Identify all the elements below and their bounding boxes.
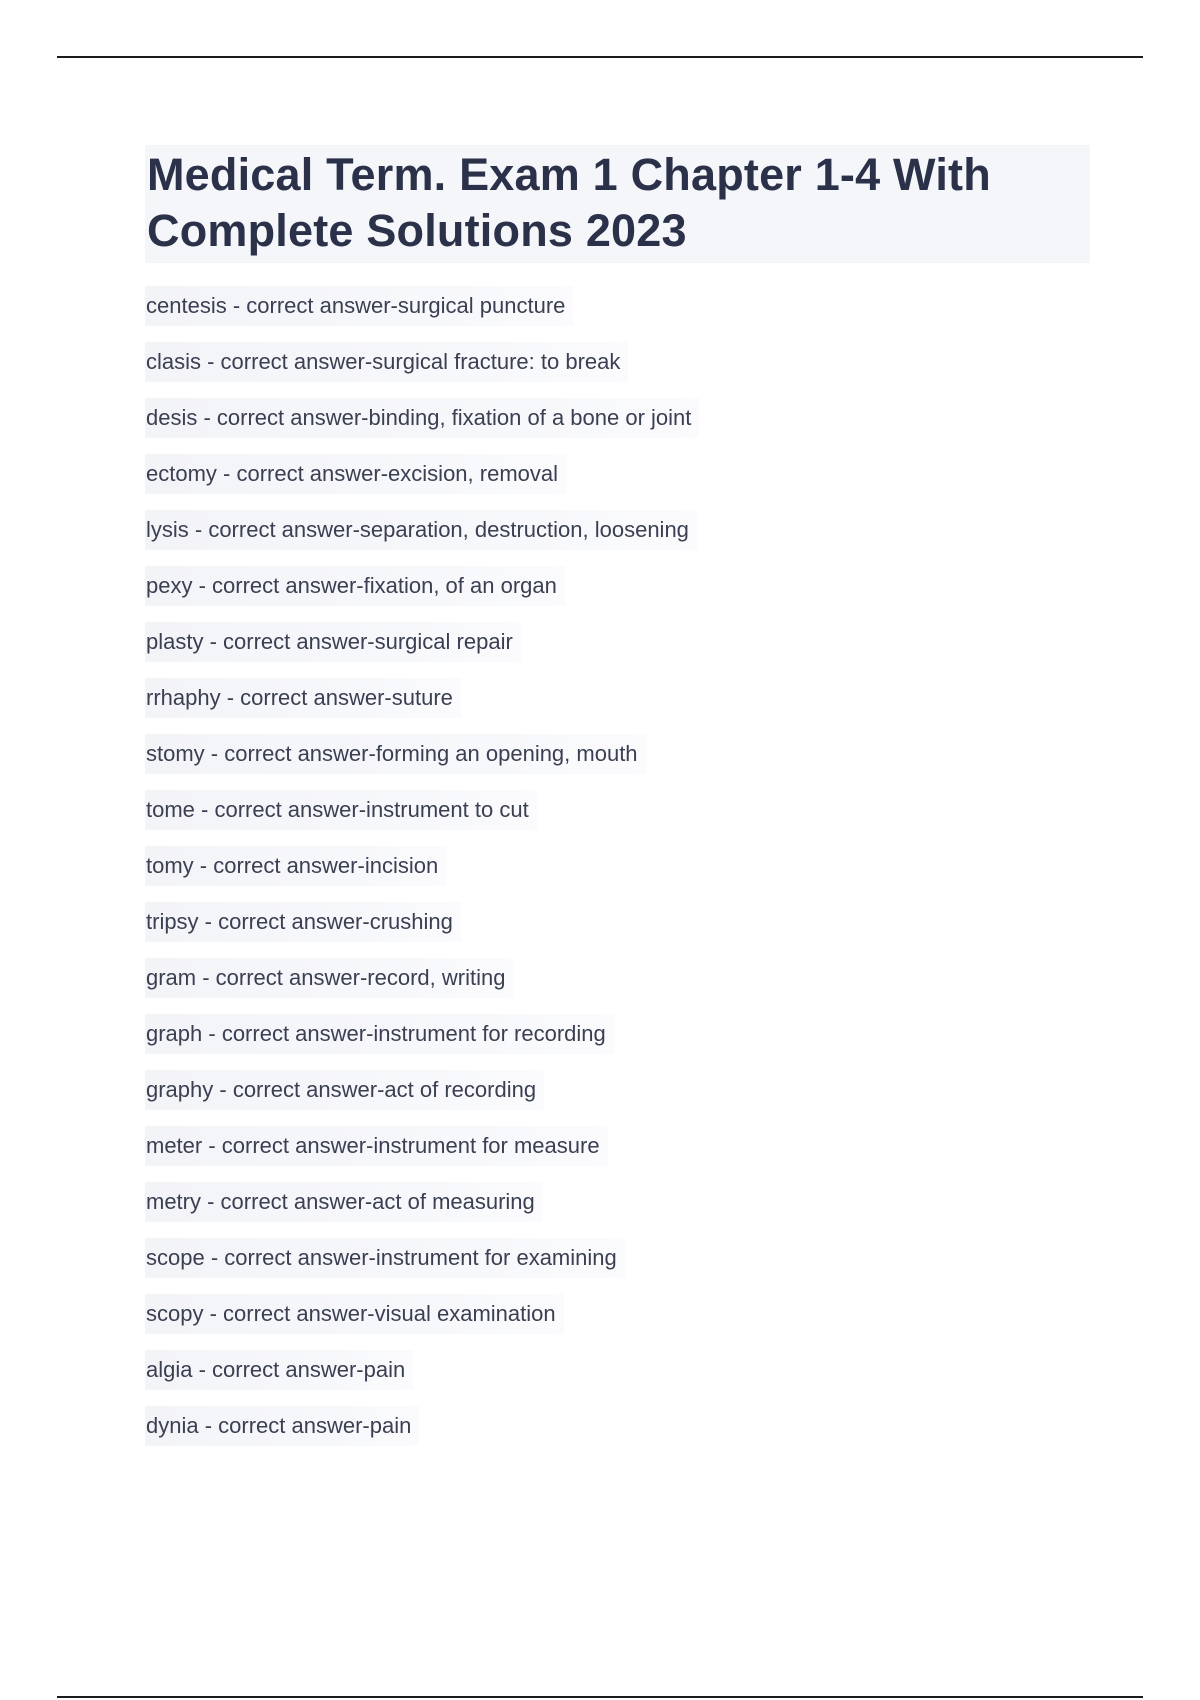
term-list xyxy=(145,281,1090,1457)
document-title: Medical Term. Exam 1 Chapter 1-4 With Complete Solutions 2023 xyxy=(145,145,1090,263)
list-item xyxy=(145,729,1090,785)
list-item xyxy=(145,1009,1090,1065)
term-definition: centesis - correct answer-surgical puncture xyxy=(145,286,573,326)
list-item xyxy=(145,841,1090,897)
list-item xyxy=(145,1065,1090,1121)
list-item xyxy=(145,281,1090,337)
list-item xyxy=(145,1289,1090,1345)
term-definition: scope - correct answer-instrument for examining xyxy=(145,1238,625,1278)
list-item xyxy=(145,897,1090,953)
bottom-page-rule xyxy=(57,1696,1143,1698)
term-definition: plasty - correct answer-surgical repair xyxy=(145,622,521,662)
list-item xyxy=(145,953,1090,1009)
list-item xyxy=(145,1345,1090,1401)
term-definition: dynia - correct answer-pain xyxy=(145,1406,419,1446)
term-definition: graphy - correct answer-act of recording xyxy=(145,1070,544,1110)
top-page-rule xyxy=(57,56,1143,58)
list-item xyxy=(145,1233,1090,1289)
term-definition: desis - correct answer-binding, fixation of a bone or joint xyxy=(145,398,699,438)
term-definition: stomy - correct answer-forming an opening, mouth xyxy=(145,734,646,774)
term-definition: tome - correct answer-instrument to cut xyxy=(145,790,537,830)
list-item xyxy=(145,393,1090,449)
list-item xyxy=(145,617,1090,673)
term-definition: rrhaphy - correct answer-suture xyxy=(145,678,461,718)
term-definition: metry - correct answer-act of measuring xyxy=(145,1182,543,1222)
list-item xyxy=(145,673,1090,729)
list-item xyxy=(145,1401,1090,1457)
term-definition: tomy - correct answer-incision xyxy=(145,846,446,886)
list-item xyxy=(145,449,1090,505)
list-item xyxy=(145,785,1090,841)
list-item xyxy=(145,505,1090,561)
term-definition: graph - correct answer-instrument for recording xyxy=(145,1014,614,1054)
term-definition: gram - correct answer-record, writing xyxy=(145,958,513,998)
term-definition: scopy - correct answer-visual examination xyxy=(145,1294,564,1334)
list-item xyxy=(145,1121,1090,1177)
term-definition: ectomy - correct answer-excision, removal xyxy=(145,454,566,494)
document-content xyxy=(145,145,1090,1457)
list-item xyxy=(145,1177,1090,1233)
term-definition: tripsy - correct answer-crushing xyxy=(145,902,461,942)
term-definition: meter - correct answer-instrument for measure xyxy=(145,1126,608,1166)
list-item xyxy=(145,337,1090,393)
list-item xyxy=(145,561,1090,617)
term-definition: clasis - correct answer-surgical fracture: to break xyxy=(145,342,628,382)
term-definition: lysis - correct answer-separation, destruction, loosening xyxy=(145,510,697,550)
term-definition: algia - correct answer-pain xyxy=(145,1350,413,1390)
term-definition: pexy - correct answer-fixation, of an organ xyxy=(145,566,565,606)
